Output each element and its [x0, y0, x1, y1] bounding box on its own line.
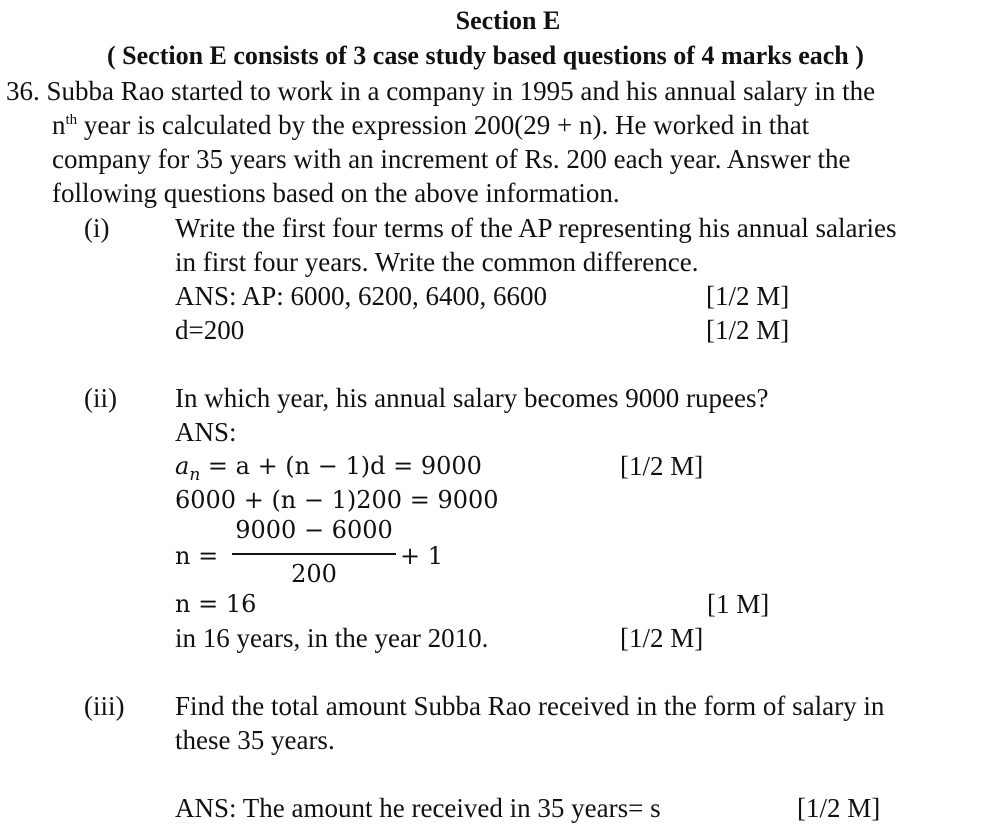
part-ii-equation-1-marks: [1/2 M]: [620, 451, 704, 481]
question-stem-line-1: [6, 75, 875, 108]
part-i-label: (i): [84, 213, 110, 243]
part-iii-answer-marks: [1/2 M]: [797, 793, 881, 823]
part-iii-question-line-1: Find the total amount Subba Rao received in the form of salary in: [175, 691, 885, 721]
part-ii-conclusion: in 16 years, in the year 2010.: [175, 623, 489, 653]
nth-label: $n^{th}$: [52, 110, 78, 140]
part-ii-label: (ii): [84, 383, 117, 413]
part-ii-equation-4: n = 16: [175, 590, 257, 618]
question-stem-line-3: company for 35 years with an increment of Rs. 200 each year. Answer the: [52, 144, 851, 174]
part-ii-fraction-numerator: 9000 − 6000: [235, 516, 393, 544]
section-subtitle: ( Section E consists of 3 case study based questions of 4 marks each ): [107, 41, 864, 70]
part-ii-question: In which year, his annual salary becomes 9000 rupees?: [175, 383, 769, 413]
part-ii-conclusion-marks: [1/2 M]: [620, 623, 704, 653]
question-text: Subba Rao started to work in a company in 1995 and his annual salary in the: [46, 76, 876, 106]
question-stem-line-2: $n^{th}$ year is calculated by the expression 200(29 + n). He worked in that: [52, 110, 810, 140]
part-ii-equation-3-lhs: n =: [175, 542, 219, 570]
question-stem-line-4: following questions based on the above information.: [52, 178, 620, 208]
part-i-answer-d-marks: [1/2 M]: [706, 315, 790, 345]
part-ii-equation-3-tail: + 1: [400, 542, 444, 570]
question-number: 36.: [6, 76, 40, 106]
fraction-bar: [232, 553, 396, 555]
part-ii-equation-4-marks: [1 M]: [707, 589, 770, 619]
part-iii-question-line-2: these 35 years.: [175, 725, 335, 755]
part-ii-equation-1: $a_n = a + (n - 1)d = 9000$: [175, 452, 482, 485]
part-ii-ans-label: ANS:: [175, 417, 237, 447]
part-ii-equation-2: 6000 + (n − 1)200 = 9000: [175, 486, 499, 514]
part-i-answer-d: d=200: [175, 315, 245, 345]
part-i-question-line-1: Write the first four terms of the AP representing his annual salaries: [175, 213, 897, 243]
part-iii-answer: ANS: The amount he received in 35 years= s: [175, 793, 661, 823]
part-iii-label: (iii): [84, 691, 125, 721]
part-i-answer-ap-marks: [1/2 M]: [706, 281, 790, 311]
part-i-answer-ap: ANS: AP: 6000, 6200, 6400, 6600: [175, 281, 548, 311]
part-i-question-line-2: in first four years. Write the common difference.: [175, 247, 699, 277]
section-title: Section E: [455, 6, 561, 35]
part-ii-fraction-denominator: 200: [291, 560, 337, 588]
